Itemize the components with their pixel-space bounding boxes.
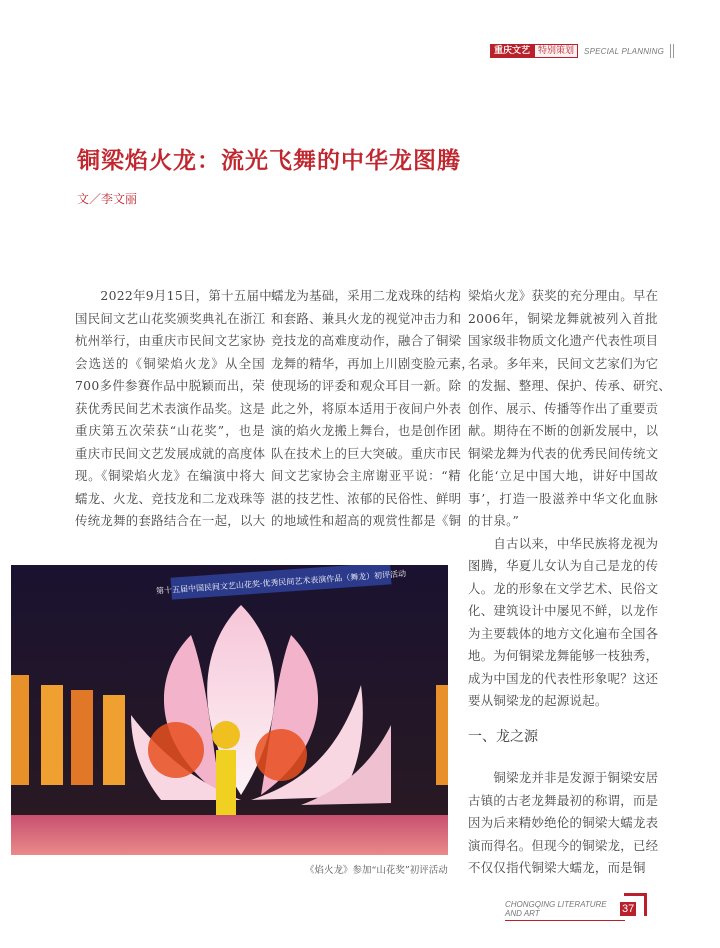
text-line: 不仅仅指代铜梁大蠕龙，而是铜 xyxy=(468,860,646,875)
text-line: 化、建筑设计中屡见不鲜，以龙作 xyxy=(468,603,659,618)
text-line: 图腾，华夏儿女认为自己是龙的传 xyxy=(468,558,659,573)
article-title: 铜梁焰火龙：流光飞舞的中华龙图腾 xyxy=(77,148,461,174)
text-line: 重庆第五次荣获“山花奖”，也是 xyxy=(75,423,265,438)
text-line: 人。龙的形象在文学艺术、民俗文 xyxy=(468,580,659,596)
text-line: 要从铜梁龙的起源说起。 xyxy=(468,693,608,708)
text-line: 铜梁龙并非是发源于铜梁安居 xyxy=(468,770,659,785)
text-line: 湛的技艺性、浓郁的民俗性、鲜明 xyxy=(271,490,462,506)
text-line: 国民间文艺山花奖颁奖典礼在浙江 xyxy=(75,310,266,326)
text-line: 献。期待在不断的创新发展中，以 xyxy=(468,423,659,438)
text-line: 名录。多年来，民间文艺家们为它 xyxy=(468,355,659,371)
stage-photo xyxy=(11,565,448,855)
text-line: 成为中国龙的代表性形象呢？这还 xyxy=(468,670,659,686)
header-divider xyxy=(670,44,674,58)
text-line: 创作、展示、传播等作出了重要贡 xyxy=(468,400,659,416)
text-line: 梁焰火龙》获奖的充分理由。早在 xyxy=(468,288,659,303)
section-heading: 一、龙之源 xyxy=(468,729,538,745)
section-header xyxy=(490,44,674,58)
text-line: 现。《铜梁焰火龙》在编演中将大 xyxy=(75,468,265,483)
text-line: 此之外，将原本适用于夜间户外表 xyxy=(271,400,462,416)
text-line: 和套路、兼具火龙的视觉冲击力和 xyxy=(271,310,462,326)
text-line: 演的焰火龙搬上舞台，也是创作团 xyxy=(271,423,462,438)
text-line: 700多件参赛作品中脱颖而出，荣 xyxy=(75,378,265,393)
section-label: 特别策划 xyxy=(534,44,578,58)
photo-caption: 《焰火龙》参加“山花奖”初评活动 xyxy=(305,865,448,876)
text-line: 队在技术上的巨大突破。重庆市民 xyxy=(271,445,462,461)
section-label-en: SPECIAL PLANNING xyxy=(584,46,665,56)
text-line: 的发掘、整理、保护、传承、研究、 xyxy=(468,378,672,393)
text-line: 竞技龙的高难度动作，融合了铜梁 xyxy=(271,333,462,348)
text-line: 重庆市民间文艺发展成就的高度体 xyxy=(75,445,266,461)
text-line: 会选送的《铜梁焰火龙》从全国 xyxy=(75,355,265,371)
text-column-1 xyxy=(75,285,272,533)
text-line: 间文艺家协会主席谢亚平说：“精 xyxy=(271,468,461,483)
text-column-2 xyxy=(271,285,475,533)
text-line: 国家级非物质文化遗产代表性项目 xyxy=(468,333,659,348)
text-line: 蠕龙、火龙、竞技龙和二龙戏珠等 xyxy=(75,490,266,506)
text-line: 蠕龙为基础，采用二龙戏珠的结构 xyxy=(271,288,462,303)
text-line: 因为后来精妙绝伦的铜梁大蠕龙表 xyxy=(468,815,659,830)
text-line: 为主要载体的地方文化遍布全国各 xyxy=(468,625,659,641)
text-line: 2022年9月15日，第十五届中 xyxy=(75,288,272,303)
text-column-3 xyxy=(468,285,672,713)
photo-banner: 第十五届中国民间文艺山花奖·优秀民间艺术表演作品（舞龙）初评活动 xyxy=(155,569,407,596)
text-column-3-continued xyxy=(468,767,658,880)
text-line: 铜梁龙舞为代表的优秀民间传统文 xyxy=(468,445,659,461)
text-line: 获优秀民间艺术表演作品奖。这是 xyxy=(75,400,266,416)
page-number: 37 xyxy=(622,903,635,915)
text-line: 2006年，铜梁龙舞就被列入首批 xyxy=(468,310,658,326)
text-line: 事’，打造一股滋养中华文化血脉 xyxy=(468,490,658,506)
text-line: 演而得名。但现今的铜梁龙，已经 xyxy=(468,837,659,853)
text-line: 地。为何铜梁龙舞能够一枝独秀， xyxy=(468,648,659,663)
article-author: 文／李文丽 xyxy=(77,192,138,206)
text-line: 的甘泉。” xyxy=(468,513,520,528)
text-line: 使现场的评委和观众耳目一新。除 xyxy=(271,378,462,393)
footer-magazine-name: CHONGQING LITERATURE AND ART xyxy=(505,900,625,921)
text-line: 龙舞的精华，再加上川剧变脸元素， xyxy=(271,355,475,371)
text-line: 化能‘立足中国大地，讲好中国故 xyxy=(468,468,658,483)
text-line: 古镇的古老龙舞最初的称谓，而是 xyxy=(468,792,659,808)
text-line: 传统龙舞的套路结合在一起，以大 xyxy=(75,513,266,528)
text-line: 自古以来，中华民族将龙视为 xyxy=(468,535,659,551)
text-line: 杭州举行，由重庆市民间文艺家协 xyxy=(75,333,266,348)
magazine-logo: 重庆文艺 xyxy=(490,44,534,58)
text-line: 的地域性和超高的观赏性都是《铜 xyxy=(271,513,462,528)
